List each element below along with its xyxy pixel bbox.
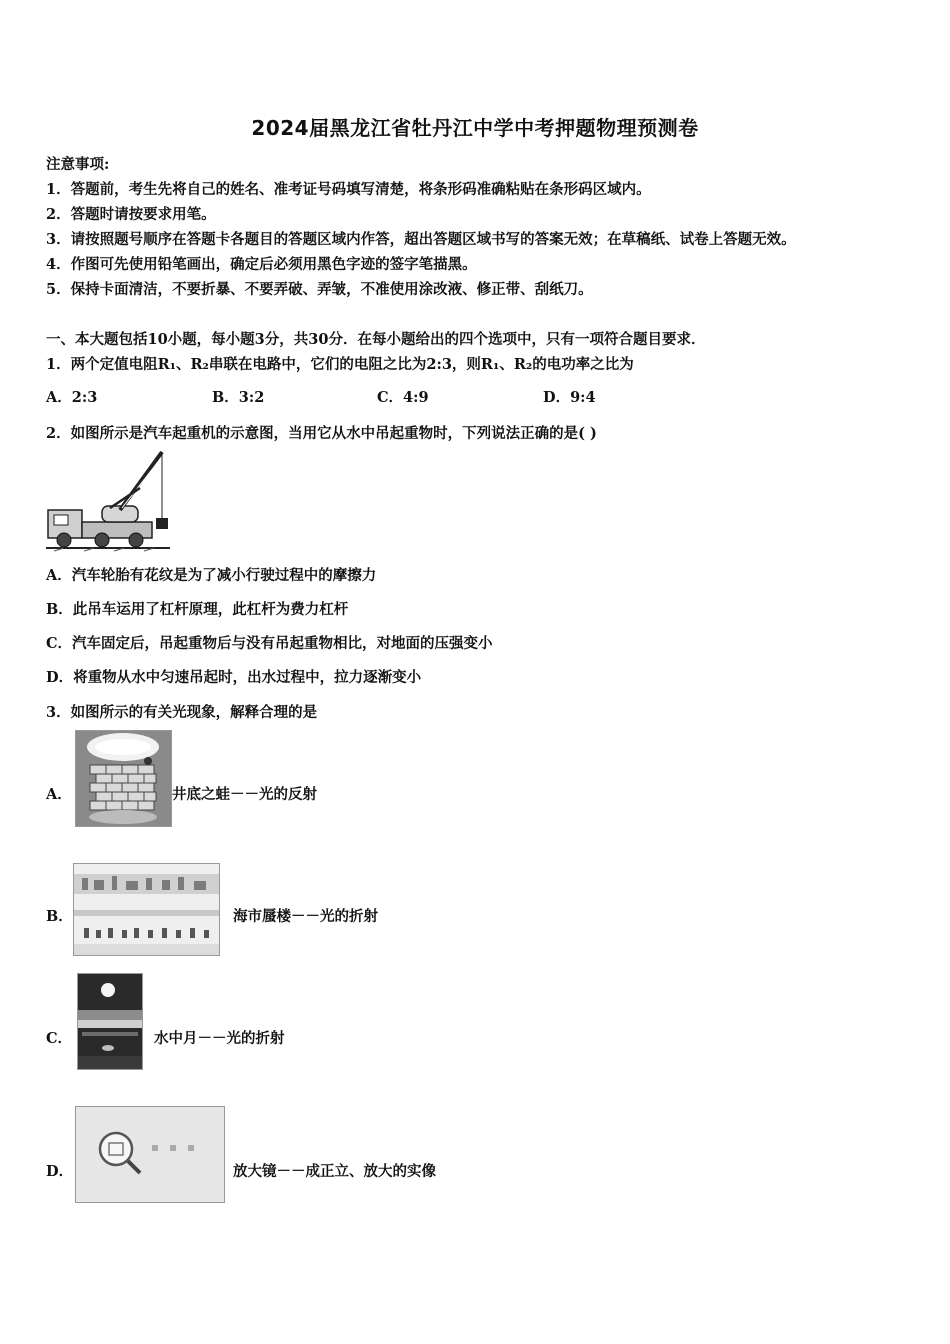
q1-stem: 1．两个定值电阻R₁、R₂串联在电路中，它们的电阻之比为2:3，则R₁、R₂的电功率之比为 [46, 356, 634, 373]
q1-option-d: D．9:4 [543, 389, 596, 406]
q2-option-b: B．此吊车运用了杠杆原理，此杠杆为费力杠杆 [46, 601, 349, 618]
q2-stem: 2．如图所示是汽车起重机的示意图，当用它从水中吊起重物时，下列说法正确的是( ) [46, 425, 597, 442]
page-title: 2024届黑龙江省牡丹江中学中考押题物理预测卷 [251, 116, 699, 140]
q3-option-c-letter: C． [46, 1030, 73, 1047]
moon-in-water-image [77, 973, 143, 1070]
notice-item: 2．答题时请按要求用笔。 [46, 206, 216, 223]
q3-stem: 3．如图所示的有关光现象，解释合理的是 [46, 704, 318, 721]
well-frog-image [75, 730, 172, 827]
notice-item: 5．保持卡面清洁，不要折暴、不要弄破、弄皱，不准使用涂改液、修正带、刮纸刀。 [46, 281, 593, 298]
q3-option-a-letter: A． [46, 786, 72, 803]
crane-truck-figure [44, 448, 174, 552]
q3-option-b-letter: B． [46, 908, 73, 925]
notice-item: 1．答题前，考生先将自己的姓名、准考证号码填写清楚，将条形码准确粘贴在条形码区域内。 [46, 181, 651, 198]
q2-option-a: A．汽车轮胎有花纹是为了减小行驶过程中的摩擦力 [46, 567, 377, 584]
mirage-image [73, 863, 220, 956]
q1-option-b: B．3:2 [212, 389, 265, 406]
q2-option-c: C．汽车固定后，吊起重物后与没有吊起重物相比，对地面的压强变小 [46, 635, 493, 652]
q3-option-d-text: 放大镜－－成正立、放大的实像 [233, 1163, 436, 1180]
magnifier-image [75, 1106, 225, 1203]
q1-option-a: A．2:3 [46, 389, 98, 406]
q1-option-c: C．4:9 [377, 389, 429, 406]
notice-heading: 注意事项: [46, 156, 110, 173]
notice-item: 4．作图可先使用铅笔画出，确定后必须用黑色字迹的签字笔描黑。 [46, 256, 477, 273]
section-heading: 一、本大题包括10小题，每小题3分，共30分．在每小题给出的四个选项中，只有一项符合题目要求． [46, 331, 706, 348]
q3-option-a-text: 井底之蛙－－光的反射 [172, 786, 317, 803]
notice-item: 3．请按照题号顺序在答题卡各题目的答题区域内作答，超出答题区域书写的答案无效；在草稿纸、试卷上答题无效。 [46, 231, 796, 248]
q3-option-d-letter: D． [46, 1163, 74, 1180]
q3-option-b-text: 海市蜃楼－－光的折射 [233, 908, 378, 925]
q2-option-d: D．将重物从水中匀速吊起时，出水过程中，拉力逐渐变小 [46, 669, 422, 686]
q3-option-c-text: 水中月－－光的折射 [154, 1030, 285, 1047]
